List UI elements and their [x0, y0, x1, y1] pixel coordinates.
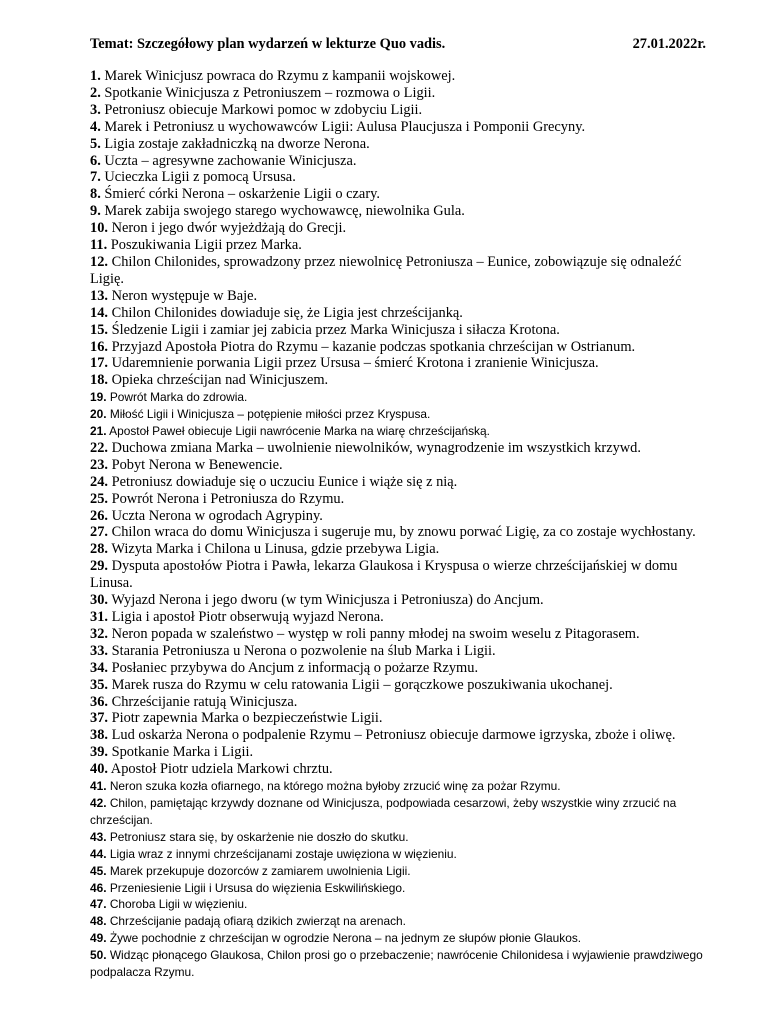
item-number: 4. — [90, 118, 101, 135]
item-number: 33. — [90, 642, 108, 659]
item-text: Uczta – agresywne zachowanie Winicjusza. — [100, 152, 357, 169]
item-text: Chilon wraca do domu Winicjusza i sugeruje mu, by znowu porwać Ligię, za co zostaje wychłostany. — [108, 524, 696, 541]
list-item — [90, 372, 706, 389]
item-number: 27. — [90, 524, 108, 541]
item-text: Starania Petroniusza u Nerona o pozwolenie na ślub Marka i Ligii. — [108, 642, 496, 659]
list-item — [90, 913, 706, 930]
item-number: 40. — [90, 761, 108, 778]
list-item — [90, 508, 706, 525]
item-text: Pobyt Nerona w Benewencie. — [108, 456, 283, 473]
item-number: 29. — [90, 558, 108, 575]
item-number: 22. — [90, 439, 108, 456]
list-item — [90, 85, 706, 102]
list-item — [90, 136, 706, 153]
list-item — [90, 355, 706, 372]
item-number: 13. — [90, 287, 108, 304]
list-item — [90, 237, 706, 254]
item-number: 2. — [90, 84, 101, 101]
list-item — [90, 254, 706, 288]
item-number: 20. — [90, 407, 107, 422]
item-number: 42. — [90, 795, 107, 810]
item-number: 49. — [90, 931, 107, 946]
item-number: 17. — [90, 355, 108, 372]
item-text: Ligia i apostoł Piotr obserwują wyjazd Nerona. — [108, 609, 384, 625]
item-text: Neron popada w szaleństwo – występ w roli panny młodej na swoim weselu z Pitagorasem. — [108, 625, 640, 642]
list-item — [90, 288, 706, 305]
list-item — [90, 119, 706, 136]
item-number: 16. — [90, 338, 108, 355]
item-text: Ucieczka Ligii z pomocą Ursusa. — [100, 169, 296, 186]
item-text: Neron występuje w Baje. — [108, 287, 258, 304]
item-text: Wizyta Marka i Chilona u Linusa, gdzie przebywa Ligia. — [108, 541, 440, 558]
list-item — [90, 727, 706, 744]
item-text: Ligia zostaje zakładniczką na dworze Nerona. — [100, 135, 370, 152]
item-number: 50. — [90, 948, 107, 963]
item-number: 23. — [90, 456, 108, 473]
item-number: 36. — [90, 693, 108, 710]
list-item — [90, 694, 706, 711]
list-item — [90, 829, 706, 846]
item-number: 9. — [90, 203, 101, 220]
item-text: Chilon Chilonides dowiaduje się, że Ligia jest chrześcijanką. — [108, 304, 463, 321]
list-item — [90, 524, 706, 541]
list-item — [90, 305, 706, 322]
item-text: Dysputa apostołów Piotra i Pawła, lekarza Glaukosa i Kryspusa o wierze chrześcijańskiej w domu Linusa. — [90, 558, 678, 592]
list-item — [90, 322, 706, 339]
item-number: 39. — [90, 744, 108, 761]
item-number: 46. — [90, 880, 107, 895]
item-text: Chrześcijanie padają ofiarą dzikich zwierząt na arenach. — [106, 914, 406, 929]
list-item — [90, 710, 706, 727]
item-number: 3. — [90, 101, 101, 118]
item-text: Duchowa zmiana Marka – uwolnienie niewolników, wynagrodzenie im wszystkich krzywd. — [108, 439, 641, 456]
item-number: 11. — [90, 237, 108, 254]
list-item — [90, 643, 706, 660]
item-number: 24. — [90, 473, 108, 490]
list-item — [90, 457, 706, 474]
item-number: 18. — [90, 372, 108, 389]
item-text: Marek przekupuje dozorców z zamiarem uwolnienia Ligii. — [106, 863, 411, 878]
list-item — [90, 863, 706, 880]
item-text: Widząc płonącego Glaukosa, Chilon prosi go o przebaczenie; nawrócenie Chilonidesa i wyjawienie prawdziwego podpalacza Rzymu. — [90, 948, 703, 980]
item-number: 10. — [90, 220, 108, 237]
item-number: 25. — [90, 490, 108, 507]
item-text: Opieka chrześcijan nad Winicjuszem. — [108, 372, 329, 389]
item-number: 12. — [90, 253, 108, 270]
list-item — [90, 880, 706, 897]
list-item — [90, 102, 706, 119]
item-text: Posłaniec przybywa do Ancjum z informacją o pożarze Rzymu. — [108, 659, 479, 676]
item-number: 30. — [90, 592, 108, 609]
list-item — [90, 491, 706, 508]
item-text: Chrześcijanie ratują Winicjusza. — [108, 693, 298, 710]
item-text: Przyjazd Apostoła Piotra do Rzymu – kazanie podczas spotkania chrześcijan w Ostrianum. — [108, 338, 636, 355]
item-number: 32. — [90, 625, 108, 642]
event-plan-list — [90, 68, 706, 981]
item-text: Choroba Ligii w więzieniu. — [106, 897, 248, 912]
item-text: Powrót Marka do zdrowia. — [106, 390, 248, 405]
list-item — [90, 220, 706, 237]
list-item — [90, 541, 706, 558]
item-text: Marek zabija swojego starego wychowawcę, niewolnika Gula. — [100, 203, 465, 220]
item-number: 38. — [90, 727, 108, 744]
list-item — [90, 406, 706, 423]
item-number: 45. — [90, 863, 107, 878]
item-number: 43. — [90, 829, 107, 844]
item-text: Piotr zapewnia Marka o bezpieczeństwie Ligii. — [108, 710, 383, 727]
list-item — [90, 68, 706, 85]
list-item — [90, 660, 706, 677]
item-text: Śmierć córki Nerona – oskarżenie Ligii o czary. — [100, 186, 380, 203]
item-number: 21. — [90, 424, 107, 439]
item-number: 19. — [90, 390, 107, 405]
list-item — [90, 896, 706, 913]
item-number: 5. — [90, 135, 101, 152]
list-item — [90, 778, 706, 795]
item-text: Neron i jego dwór wyjeżdżają do Grecji. — [108, 220, 347, 237]
item-number: 37. — [90, 710, 108, 727]
item-text: Spotkanie Winicjusza z Petroniuszem – rozmowa o Ligii. — [100, 84, 436, 101]
item-text: Chilon, pamiętając krzywdy doznane od Winicjusza, podpowiada cesarzowi, żeby wszystkie winy zrzucić na chrześcijan. — [90, 795, 677, 827]
item-text: Ligia wraz z innymi chrześcijanami zostaje uwięziona w więzieniu. — [106, 846, 457, 861]
item-text: Powrót Nerona i Petroniusza do Rzymu. — [108, 490, 345, 507]
item-text: Neron szuka kozła ofiarnego, na którego można byłoby zrzucić winę za pożar Rzymu. — [106, 779, 561, 794]
topic-date: 27.01.2022r. — [632, 36, 706, 52]
list-item — [90, 761, 706, 778]
item-text: Śledzenie Ligii i zamiar jej zabicia przez Marka Winicjusza i siłacza Krotona. — [108, 321, 560, 338]
item-number: 14. — [90, 304, 108, 321]
item-text: Spotkanie Marka i Ligii. — [108, 744, 254, 761]
item-text: Wyjazd Nerona i jego dworu (w tym Winicjusza i Petroniusza) do Ancjum. — [108, 592, 544, 609]
item-text: Poszukiwania Ligii przez Marka. — [107, 237, 302, 254]
item-number: 7. — [90, 169, 101, 186]
item-number: 28. — [90, 541, 108, 558]
list-item — [90, 626, 706, 643]
list-item — [90, 339, 706, 356]
item-number: 41. — [90, 779, 107, 794]
item-text: Petroniusz stara się, by oskarżenie nie doszło do skutku. — [106, 829, 409, 844]
item-number: 35. — [90, 676, 108, 693]
item-text: Marek rusza do Rzymu w celu ratowania Ligii – gorączkowe poszukiwania ukochanej. — [108, 676, 613, 693]
list-item — [90, 947, 706, 981]
list-item — [90, 846, 706, 863]
item-text: Miłość Ligii i Winicjusza – potępienie miłości przez Kryspusa. — [106, 407, 431, 422]
item-number: 44. — [90, 846, 107, 861]
list-item — [90, 153, 706, 170]
item-text: Chilon Chilonides, sprowadzony przez niewolnicę Petroniusza – Eunice, zobowiązuje się odnaleźć Ligię. — [90, 253, 682, 287]
item-text: Petroniusz dowiaduje się o uczuciu Eunice i wiąże się z nią. — [108, 473, 458, 490]
item-number: 6. — [90, 152, 101, 169]
topic-title: Temat: Szczegółowy plan wydarzeń w lekturze Quo vadis. — [90, 36, 446, 52]
item-number: 8. — [90, 186, 101, 203]
item-number: 1. — [90, 68, 101, 84]
list-item — [90, 423, 706, 440]
item-number: 48. — [90, 914, 107, 929]
list-item — [90, 592, 706, 609]
item-text: Apostoł Piotr udziela Markowi chrztu. — [108, 761, 333, 778]
item-text: Żywe pochodnie z chrześcijan w ogrodzie Nerona – na jednym ze słupów płonie Glaukos. — [106, 931, 582, 946]
list-item — [90, 795, 706, 829]
list-item — [90, 474, 706, 491]
item-text: Przeniesienie Ligii i Ursusa do więzienia Eskwilińskiego. — [106, 880, 406, 895]
item-number: 15. — [90, 321, 108, 338]
list-item — [90, 169, 706, 186]
list-item — [90, 930, 706, 947]
item-text: Uczta Nerona w ogrodach Agrypiny. — [108, 507, 323, 524]
item-text: Marek i Petroniusz u wychowawców Ligii: Aulusa Plaucjusza i Pomponii Grecyny. — [100, 118, 586, 135]
item-text: Lud oskarża Nerona o podpalenie Rzymu – Petroniusz obiecuje darmowe igrzyska, zboże i oliwę. — [108, 727, 676, 744]
list-item — [90, 389, 706, 406]
list-item — [90, 186, 706, 203]
item-number: 26. — [90, 507, 108, 524]
item-text: Udaremnienie porwania Ligii przez Ursusa – śmierć Krotona i zranienie Winicjusza. — [108, 355, 599, 372]
list-item — [90, 558, 706, 592]
item-text: Petroniusz obiecuje Markowi pomoc w zdobyciu Ligii. — [100, 101, 423, 118]
list-item — [90, 203, 706, 220]
list-item — [90, 744, 706, 761]
item-number: 31. — [90, 609, 108, 625]
item-text: Apostoł Paweł obiecuje Ligii nawrócenie Marka na wiarę chrześcijańską. — [106, 424, 490, 439]
item-number: 34. — [90, 659, 108, 676]
list-item — [90, 677, 706, 694]
item-text: Marek Winicjusz powraca do Rzymu z kampanii wojskowej. — [100, 68, 456, 84]
document-header — [90, 34, 706, 58]
list-item — [90, 440, 706, 457]
item-number: 47. — [90, 897, 107, 912]
list-item — [90, 609, 706, 626]
